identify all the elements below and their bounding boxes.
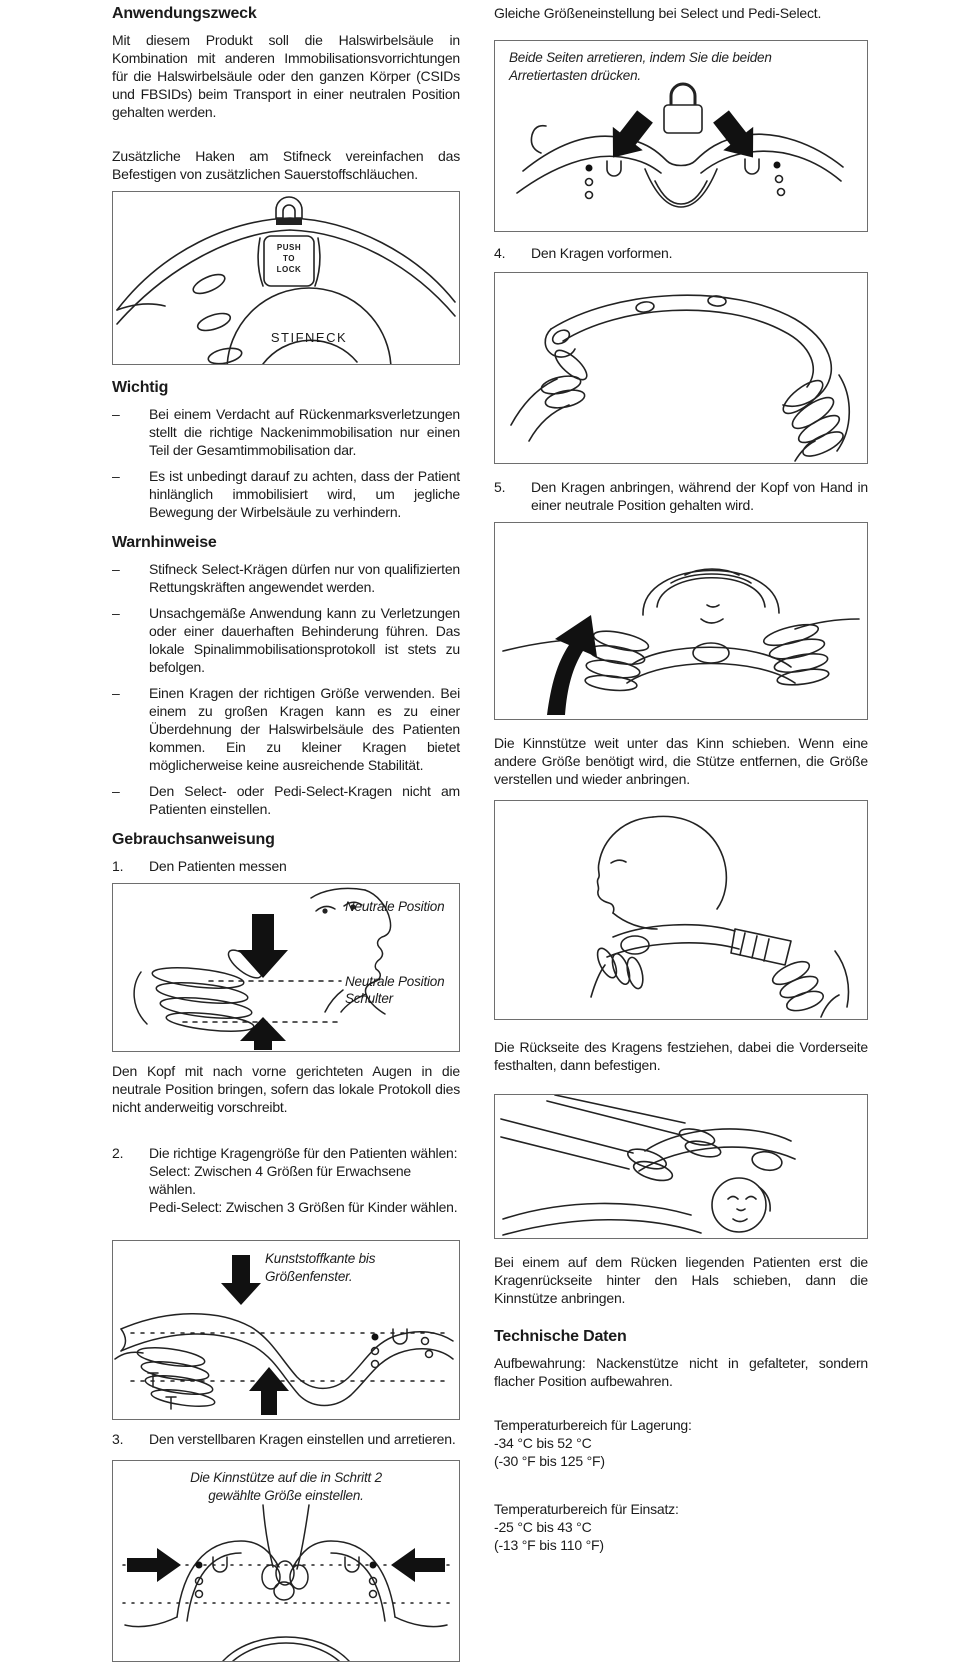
list-item (112, 405, 460, 459)
step-3 (112, 1430, 460, 1448)
lock-caption-2: Arretiertasten drücken. (509, 68, 641, 83)
bullet-dash: – (112, 685, 120, 701)
neutral-position-shoulder-label-1: Neutrale Position (345, 974, 445, 989)
section-heading-wichtig: Wichtig (112, 379, 169, 396)
paragraph-supine: Bei einem auf dem Rücken liegenden Patienten erst die Kragenrückseite hinter den Hals schieben, dann die Kinnstütze anbringen. (494, 1254, 868, 1306)
plastic-edge-label-1: Kunststoffkante bis (265, 1251, 376, 1266)
step-5-text: Den Kragen anbringen, während der Kopf von Hand in einer neutrale Position gehalten wird. (531, 479, 868, 513)
step-4 (494, 244, 868, 262)
bullet-dash: – (112, 406, 120, 422)
push-to-lock-label-2: TO (283, 254, 295, 263)
apply-collar-illustration (495, 523, 867, 719)
chin-support-caption-2: gewählte Größe einstellen. (208, 1488, 364, 1503)
step-number: 4. (494, 245, 506, 261)
paragraph-same-size: Gleiche Größeneinstellung bei Select und Pedi-Select. (494, 5, 822, 21)
step-5 (494, 478, 868, 514)
bullet-dash: – (112, 561, 120, 577)
size-window-illustration (113, 1241, 459, 1419)
neutral-position-shoulder-label-2: Schulter (345, 991, 393, 1006)
lock-caption-1: Beide Seiten arretieren, indem Sie die beiden (509, 50, 772, 65)
right-column (494, 4, 868, 1554)
section-heading-warnhinweise: Warnhinweise (112, 534, 217, 551)
step-3-text: Den verstellbaren Kragen einstellen und arretieren. (149, 1431, 456, 1447)
figure-collar-hook (112, 191, 460, 365)
step-2-text (149, 1144, 460, 1216)
list-item (112, 560, 460, 596)
wichtig-item-2: Es ist unbedingt darauf zu achten, dass der Patient hinlänglich immobilisiert wird, um jegliche Bewegung der Wirbelsäule zu verhindern. (149, 468, 460, 520)
list-item (112, 467, 460, 521)
paragraph-storage: Aufbewahrung: Nackenstütze nicht in gefalteter, sondern flacher Position aufbewahren. (494, 1355, 868, 1389)
bullet-dash: – (112, 605, 120, 621)
figure-caption (509, 49, 772, 85)
preform-collar-illustration (495, 273, 867, 463)
tighten-back-illustration (495, 801, 867, 1019)
neutral-position-label: Neutrale Position (345, 899, 445, 914)
temperature-storage-block (494, 1416, 868, 1470)
bullet-dash: – (112, 468, 120, 484)
warn-item-2: Unsachgemäße Anwendung kann zu Verletzungen oder einer dauerhaften Behinderung führen. Das lokale Spinalimmobilisationsprotokoll ist stets zu befolgen. (149, 605, 460, 675)
warn-item-3: Einen Kragen der richtigen Größe verwenden. Bei einem zu großen Kragen kann es zu einer Überdehnung der Halswirbelsäule des Patienten kommen. Ein zu kleiner Kragen bietet möglicherweise keine ausreichende Stabilität. (149, 685, 460, 773)
plastic-edge-label-2: Größenfenster. (265, 1269, 353, 1284)
hook-slot (276, 218, 302, 225)
paragraph-head-position: Den Kopf mit nach vorne gerichteten Augen in die neutrale Position bringen, sofern das lokale Protokoll dies nicht anderweitig vorschreibt. (112, 1063, 460, 1115)
figure-lock-both-sides (494, 40, 868, 232)
figure-apply-collar (494, 522, 868, 720)
temp-storage-celsius: -34 °C bis 52 °C (494, 1435, 592, 1451)
chin-support-caption-1: Die Kinnstütze auf die in Schritt 2 (190, 1470, 382, 1485)
warn-item-4: Den Select- oder Pedi-Select-Kragen nicht am Patienten einstellen. (149, 783, 460, 817)
figure-preform-collar (494, 272, 868, 464)
stifneck-brand-label: STIFNECK (270, 330, 348, 345)
figure-measure-patient (112, 883, 460, 1052)
left-arrow-icon (391, 1548, 445, 1582)
step-2-line-1: Die richtige Kragengröße für den Patienten wählen: (149, 1145, 458, 1161)
list-item (112, 684, 460, 774)
right-arrow-icon (127, 1548, 181, 1582)
step-1-text: Den Patienten messen (149, 858, 287, 874)
up-arrow-icon (547, 615, 597, 715)
step-2 (112, 1144, 460, 1216)
temperature-use-block (494, 1500, 868, 1554)
left-column (112, 4, 460, 1662)
section-heading-gebrauchsanweisung: Gebrauchsanweisung (112, 831, 275, 848)
bullet-dash: – (112, 783, 120, 799)
measure-patient-illustration (113, 884, 459, 1051)
paragraph-chin-support: Die Kinnstütze weit unter das Kinn schieben. Wenn eine andere Größe benötigt wird, die Stütze entfernen, die Größe verstellen und wieder anbringen. (494, 735, 868, 787)
step-number: 3. (112, 1431, 124, 1447)
figure-caption (113, 1469, 459, 1505)
figure-tighten-back (494, 800, 868, 1020)
step-4-text: Den Kragen vorformen. (531, 245, 673, 261)
figure-supine-patient (494, 1094, 868, 1239)
wichtig-item-1: Bei einem Verdacht auf Rückenmarksverletzungen stellt die richtige Nackenimmobilisation nur einen Teil der Gesamtimmobilisation dar. (149, 406, 460, 458)
step-number: 1. (112, 858, 124, 874)
down-arrow-icon (238, 914, 288, 978)
temp-storage-label: Temperaturbereich für Lagerung: (494, 1417, 692, 1433)
step-2-line-2: Select: Zwischen 4 Größen für Erwachsene wählen. (149, 1163, 412, 1197)
warn-item-1: Stifneck Select-Krägen dürfen nur von qualifizierten Rettungskräften angewendet werden. (149, 561, 460, 595)
push-to-lock-label-3: LOCK (276, 265, 302, 274)
section-heading-anwendungszweck: Anwendungszweck (112, 5, 257, 22)
step-2-line-3: Pedi-Select: Zwischen 3 Größen für Kinder wählen. (149, 1199, 458, 1215)
push-to-lock-label-1: PUSH (276, 243, 302, 252)
collar-hook-illustration (113, 192, 459, 364)
temp-use-label: Temperaturbereich für Einsatz: (494, 1501, 679, 1517)
list-item (112, 604, 460, 676)
down-arrow-icon (221, 1255, 261, 1305)
paragraph-purpose-1: Mit diesem Produkt soll die Halswirbelsäule in Kombination mit anderen Immobilisationsvorrichtungen für die Halswirbelsäule oder den ganzen Körper (CSIDs und FBSIDs) beim Transport in einer neutralen Position gehalten werden. (112, 32, 460, 120)
step-number: 5. (494, 479, 506, 495)
temp-storage-fahrenheit: (-30 °F bis 125 °F) (494, 1453, 605, 1469)
paragraph-purpose-2: Zusätzliche Haken am Stifneck vereinfachen das Befestigen von zusätzlichen Sauerstoffschläuchen. (112, 148, 460, 182)
list-item (112, 782, 460, 818)
supine-patient-illustration (495, 1095, 867, 1238)
step-1 (112, 857, 460, 875)
step-number: 2. (112, 1145, 124, 1161)
section-heading-technische-daten: Technische Daten (494, 1328, 627, 1345)
temp-use-celsius: -25 °C bis 43 °C (494, 1519, 592, 1535)
temp-use-fahrenheit: (-13 °F bis 110 °F) (494, 1537, 604, 1553)
paragraph-back-tighten: Die Rückseite des Kragens festziehen, dabei die Vorderseite festhalten, dann befestigen. (494, 1039, 868, 1073)
figure-size-window (112, 1240, 460, 1420)
